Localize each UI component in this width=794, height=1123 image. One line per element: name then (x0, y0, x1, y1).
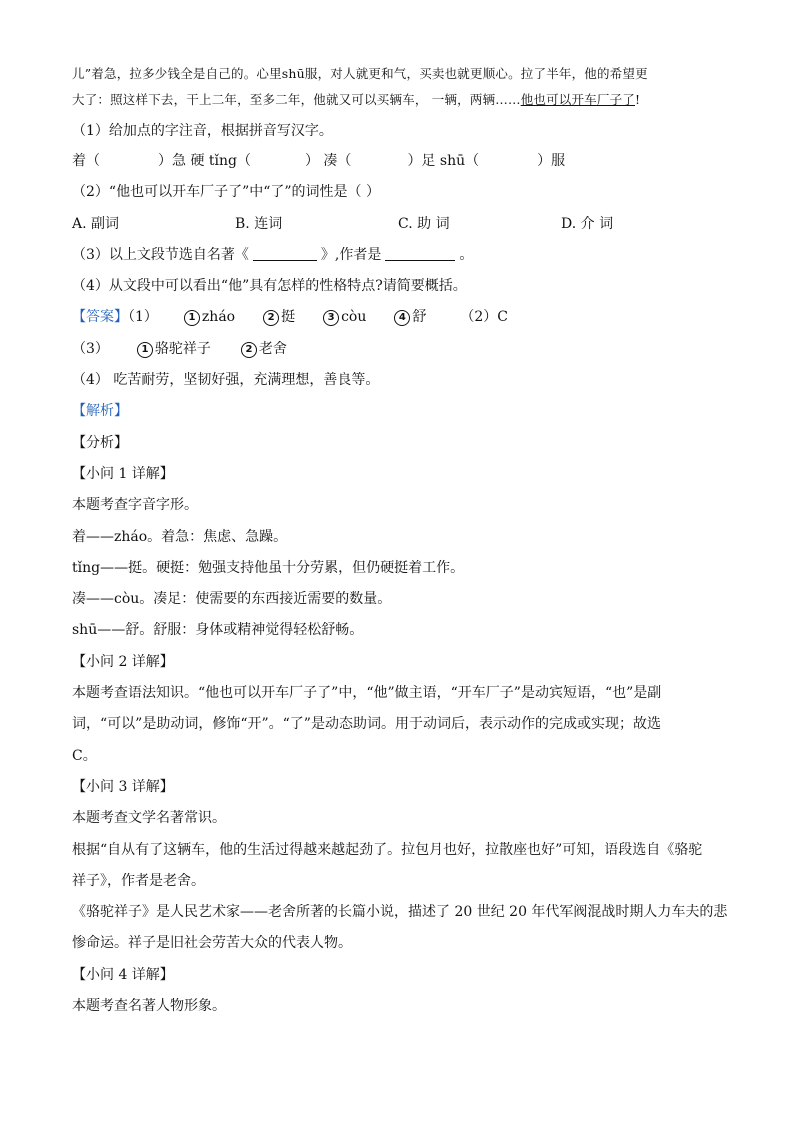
answer-line-3: （4） 吃苦耐劳，坚韧好强，充满理想，善良等。 (72, 372, 380, 389)
analysis-text: 本题考查名著人物形象。 (72, 998, 226, 1015)
circled-number-4: 4 (394, 310, 410, 326)
answer-num: （1） (128, 309, 158, 326)
analysis-heading: 【分析】 (72, 434, 128, 451)
analysis-label: 【解析】 (72, 403, 128, 420)
circled-number-2: 2 (241, 342, 257, 358)
analysis-text: 凑——còu。凑足：使需要的东西接近需要的数量。 (72, 591, 392, 608)
q1-item: ）服 (537, 153, 566, 169)
document-page (72, 58, 727, 1022)
passage-text: 大了：照这样下去，干上二年，至多二年，他就又可以买辆车， 一辆，两辆…… (72, 92, 521, 107)
analysis-text: 根据“自从有了这辆车，他的生活过得越来越起劲了。拉包月也好，拉散座也好”可知，语段选自《骆驼 (72, 841, 703, 858)
answer-line-1 (72, 302, 727, 333)
circled-number-1: 1 (137, 342, 153, 358)
circled-number-3: 3 (323, 310, 339, 326)
q1-item: ） 凑（ (304, 153, 352, 169)
answer-item: 老舍 (258, 340, 287, 357)
answer-item: còu (341, 309, 367, 326)
analysis-text: shū——舒。舒服：身体或精神觉得轻松舒畅。 (72, 622, 364, 639)
q1-item: 着（ (72, 153, 100, 169)
option-b: B. 连词 (235, 215, 283, 232)
question-2-prompt: （2）“他也可以开车厂子了”中“了”的词性是（ ） (72, 184, 380, 201)
answer-item: （2）C (460, 309, 509, 326)
analysis-text: 祥子》，作者是老舍。 (72, 872, 205, 889)
q1-item: ）急 硬 tǐng（ (158, 153, 251, 169)
analysis-text: 本题考查语法知识。“他也可以开车厂子了”中，“他”做主语，“开车厂子”是动宾短语，“也”是副 (72, 685, 662, 702)
underlined-sentence: 他也可以开车厂子了 (520, 92, 635, 107)
answer-item: 挺 (281, 309, 296, 326)
question-3-prompt (72, 240, 727, 271)
analysis-text: 《骆驼祥子》是人民艺术家——老舍所著的长篇小说，描述了 20 世纪 20 年代军阀混战时期人力车夫的悲 (72, 904, 728, 921)
question-1-items (72, 146, 727, 177)
passage-text: 儿”着急，拉多少钱全是自己的。心里shū服，对人就更和气，买卖也就更顺心。拉了半年，他的希望更 (72, 66, 648, 81)
option-d: D. 介 词 (561, 215, 614, 232)
analysis-text: 惨命运。祥子是旧社会劳苦大众的代表人物。 (72, 935, 352, 952)
analysis-text: C。 (72, 747, 97, 764)
sub-question-3-title: 【小问 3 详解】 (72, 778, 174, 795)
sub-question-1-title: 【小问 1 详解】 (72, 465, 174, 482)
analysis-text: 着——zháo。着急：焦虑、急躁。 (72, 528, 288, 545)
analysis-text: tǐng——挺。硬挺：勉强支持他虽十分劳累，但仍硬挺着工作。 (72, 559, 465, 576)
sub-question-2-title: 【小问 2 详解】 (72, 653, 174, 670)
passage-text: ! (635, 92, 641, 107)
analysis-text: 词，“可以”是助动词，修饰“开”。“了”是动态助词。用于动词后，表示动作的完成或实现；故选 (72, 716, 661, 733)
passage-line-2 (72, 90, 727, 116)
question-4-prompt: （4）从文段中可以看出“他”具有怎样的性格特点?请简要概括。 (72, 278, 467, 295)
answer-item: zháo (201, 309, 236, 326)
analysis-text: 本题考查文学名著常识。 (72, 810, 226, 827)
circled-number-1: 1 (184, 310, 200, 326)
answer-item: 骆驼祥子 (154, 340, 211, 357)
question-2-options (72, 209, 727, 240)
answer-num: （3） (72, 340, 109, 357)
question-1-prompt: （1）给加点的字注音，根据拼音写汉字。 (72, 123, 333, 139)
option-c: C. 助 词 (398, 215, 450, 232)
analysis-text: 本题考查字音字形。 (72, 497, 198, 514)
q3-text: 》,作者是 (320, 246, 382, 263)
circled-number-2: 2 (263, 310, 279, 326)
passage-line-1 (72, 58, 727, 90)
answer-label: 【答案】 (72, 309, 128, 326)
answer-blank (253, 246, 317, 261)
answer-item: 舒 (412, 309, 427, 326)
answer-blank (385, 246, 455, 261)
option-a: A. 副词 (72, 215, 120, 232)
q3-text: （3）以上文段节选自名著《 (72, 246, 249, 263)
answer-line-2 (72, 334, 727, 365)
sub-question-4-title: 【小问 4 详解】 (72, 966, 174, 983)
q3-text: 。 (459, 246, 474, 263)
q1-item: ）足 shū（ (407, 153, 480, 169)
